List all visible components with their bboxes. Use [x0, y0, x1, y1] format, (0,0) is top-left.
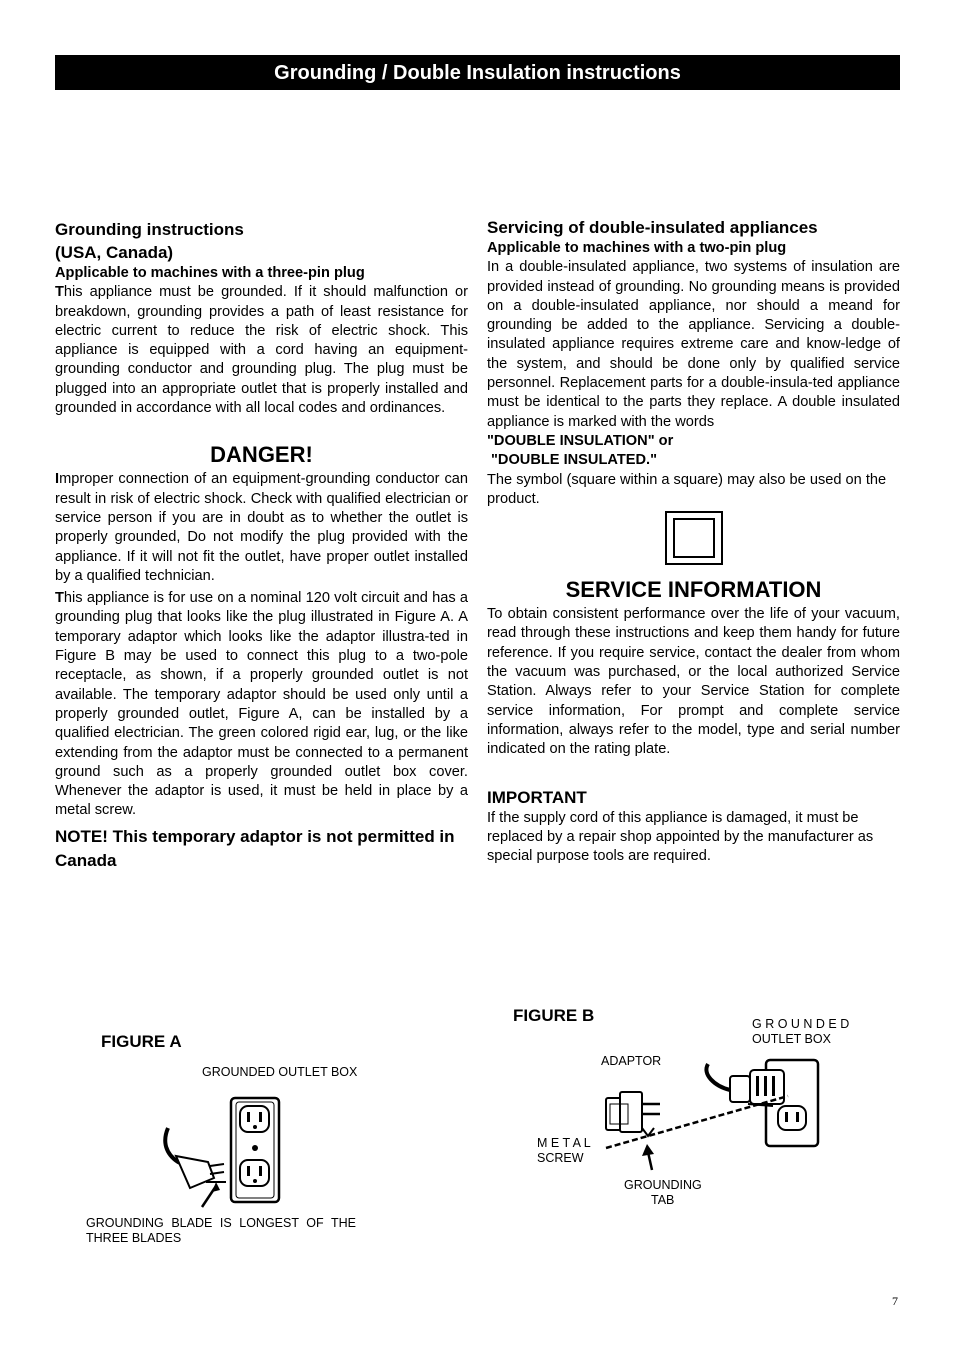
page-number: 7	[892, 1294, 898, 1308]
servicing-title: Servicing of double-insulated appliances	[487, 218, 818, 237]
figure-b-outlet-label-1: G R O U N D E D	[752, 1017, 850, 1031]
service-info-body: To obtain consistent performance over the life of your vacuum, read through these instructions and keep them handy for future reference. If you require service, contact the dealer from whom the vacuum was purchased, or the local authorized Service Station. Always refer to your Service Station for complete service information, For prompt and complete service information, always refer to the model, type and serial number indicated on the rating plate.	[487, 606, 900, 758]
important-body: If the supply cord of this appliance is damaged, it must be replaced by a repair shop appointed by the manufacturer as special purpose tools are required.	[487, 809, 874, 865]
figure-a-title: FIGURE A	[101, 1032, 182, 1051]
double-insulated-mark: "DOUBLE INSULATED."	[491, 452, 657, 469]
figure-b-outlet-label-2: OUTLET BOX	[752, 1032, 831, 1046]
grounding-subtitle: (USA, Canada)	[55, 243, 174, 262]
figure-a-illustration	[160, 1092, 290, 1210]
danger-heading: DANGER!	[210, 442, 313, 468]
figure-a-outlet-label: GROUNDED OUTLET BOX	[202, 1065, 358, 1079]
figure-b-adaptor-label: ADAPTOR	[601, 1054, 662, 1068]
figure-b-tab-label-2: TAB	[651, 1193, 675, 1207]
symbol-text: The symbol (square within a square) may also be used on the product.	[487, 471, 887, 507]
double-insulation-mark: "DOUBLE INSULATION" or	[487, 432, 674, 449]
important-heading: IMPORTANT	[487, 787, 587, 807]
left-column	[55, 218, 468, 873]
grounding-body: This appliance must be grounded. If it should malfunction or breakdown, grounding provides a path of least resistance for electric current to reduce the risk of electric shock. This appliance is equipped with a cord having an equipment-grounding conductor and grounding plug. The plug must be plugged into an appropriate outlet that is properly installed and grounded in accordance with all local codes and ordinances.	[55, 284, 468, 417]
figure-b-title: FIGURE B	[513, 1006, 595, 1025]
servicing-applicable: Applicable to machines with a two-pin plug	[487, 240, 787, 256]
page-title-banner: Grounding / Double Insulation instructions	[55, 55, 900, 90]
figure-b-tab-label-1: GROUNDING	[624, 1178, 702, 1192]
grounding-title: Grounding instructions	[55, 220, 244, 239]
figure-a-blade-label: GROUNDING BLADE IS LONGEST OF THE THREE BLADES	[86, 1216, 356, 1245]
figure-b-screw-label: SCREW	[537, 1151, 584, 1165]
right-column	[487, 216, 900, 866]
double-insulation-symbol	[487, 511, 900, 565]
figure-b-illustration	[598, 1056, 838, 1176]
square-in-square-icon	[665, 511, 723, 565]
service-info-heading: SERVICE INFORMATION	[565, 577, 822, 603]
servicing-body: In a double-insulated appliance, two systems of insulation are provided instead of grounding. No grounding means is provided on a double-insulated appliance, nor should a meand for grounding be added to the appliance. Servicing a double-insulated appliance requires extreme care and know-ledge of the system, and should be done only by qualified service personnel. Replacement parts for a double-insula-ted appliance must be identical to the parts they replace. A double insulated appliance is marked with the words	[487, 259, 900, 430]
danger-paragraph-2: This appliance is for use on a nominal 120 volt circuit and has a grounding plug that looks like the plug illustrated in Figure A. A temporary adaptor which looks like the adaptor illustra-ted in Figure B may be used to connect this plug to a two-pole receptacle, as shown, if a properly grounded outlet is not available. The temporary adaptor should be used only until a properly grounded outlet, Figure A, can be installed by a qualified electrician. The green colored rigid ear, lug, or the like extending from the adaptor must be connected to a permanent ground such as a properly grounded outlet box cover. Whenever the adaptor is used, it must be held in place by a metal screw.	[55, 590, 468, 819]
canada-note: NOTE! This temporary adaptor is not permitted in Canada	[55, 826, 455, 870]
grounding-applicable: Applicable to machines with a three-pin plug	[55, 265, 365, 281]
figure-b-metal-label: M E T A L	[537, 1136, 591, 1150]
danger-paragraph-1: Improper connection of an equipment-grounding conductor can result in risk of electric shock. Check with qualified electrician or service person if you are in doubt as to whether the outlet is properly grounded, Do not modify the plug provided with the appliance. If it will not fit the outlet, have proper outlet installed by a qualified technician.	[55, 471, 468, 584]
